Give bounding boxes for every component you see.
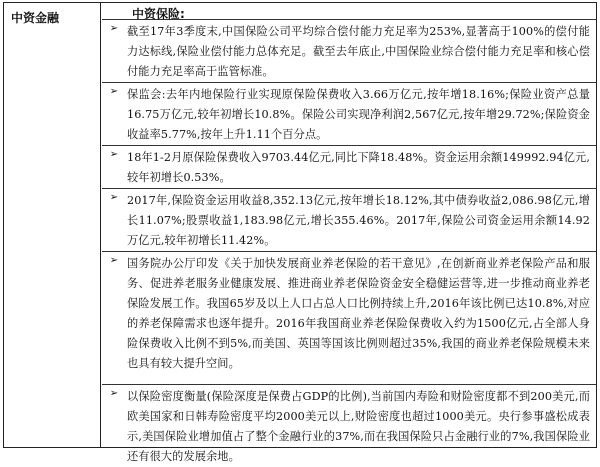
arrow-bullet-icon: ➢ — [109, 192, 119, 203]
section-label-cell — [4, 3, 101, 447]
section-title-row — [102, 3, 596, 20]
list-item — [102, 83, 596, 146]
list-item — [102, 146, 596, 189]
arrow-bullet-icon: ➢ — [109, 149, 119, 160]
item-text: 2017年,保险资金运用收益8,352.13亿元,按年增长18.12%,其中债券收益2,086.98亿元,增长11.07%;股票收益1,183.98亿元,增长355.46%。2017年,保险公司资金运用余额14.92万亿元,较年初增长11.42%。 — [127, 194, 590, 247]
section-title: 中资保险: — [132, 7, 185, 21]
section-content — [102, 3, 596, 463]
item-text: 国务院办公厅印发《关于加快发展商业养老保险的若干意见》,在创新商业养老保险产品和服务、促进养老服务业健康发展、推进商业养老保险资金安全稳健运营等,进一步推动商业养老保险发展工作。我国65岁及以上人口占总人口比例持续上升,2016年该比例已达10.8%,对应的养老保障需求也逐年提升。2016年我国商业养老保险保费收入约为1500亿元,占全部人身险保费收入比例不到5%,而美国、英国等国该比例则超过35%,我国的商业养老保险规模未来也具有较大提升空间。 — [127, 257, 590, 370]
arrow-bullet-icon: ➢ — [109, 255, 119, 266]
list-item — [102, 385, 596, 463]
arrow-bullet-icon: ➢ — [109, 23, 119, 34]
arrow-bullet-icon: ➢ — [109, 86, 119, 97]
section-label: 中资金融 — [11, 11, 60, 25]
list-item — [102, 20, 596, 83]
arrow-bullet-icon: ➢ — [109, 388, 119, 399]
list-item — [102, 252, 596, 385]
item-text: 保监会:去年内地保险行业实现原保险保费收入3.66万亿元,按年增18.16%;保险业资产总量16.75万亿元,较年初增长10.8%。保险公司实现净利润2,567亿元,按年增29.72%;保险资金收益率5.77%,按年上升1.11个百分点。 — [127, 88, 590, 141]
content-table — [3, 2, 597, 463]
list-item — [102, 189, 596, 252]
item-text: 截至17年3季度末,中国保险公司平均综合偿付能力充足率为253%,显著高于100%的偿付能力达标线,保险业偿付能力总体充足。截至去年底止,中国保险业综合偿付能力充足率和核心偿付能力充足率高于监管标准。 — [127, 25, 590, 78]
item-text: 18年1-2月原保险保费收入9703.44亿元,同比下降18.48%。资金运用余额149992.94亿元,较年初增长0.53%。 — [127, 151, 590, 184]
item-text: 以保险密度衡量(保险深度是保费占GDP的比例),当前国内寿险和财险密度都不到200美元,而欧美国家和日韩寿险密度平均2000美元以上,财险密度也超过1000美元。央行参事盛松成表示,美国保险业增加值占了整个金融行业的37%,而在我国保险只占金融行业的7%,我国保险业还有很大的发展余地。 — [127, 390, 590, 463]
